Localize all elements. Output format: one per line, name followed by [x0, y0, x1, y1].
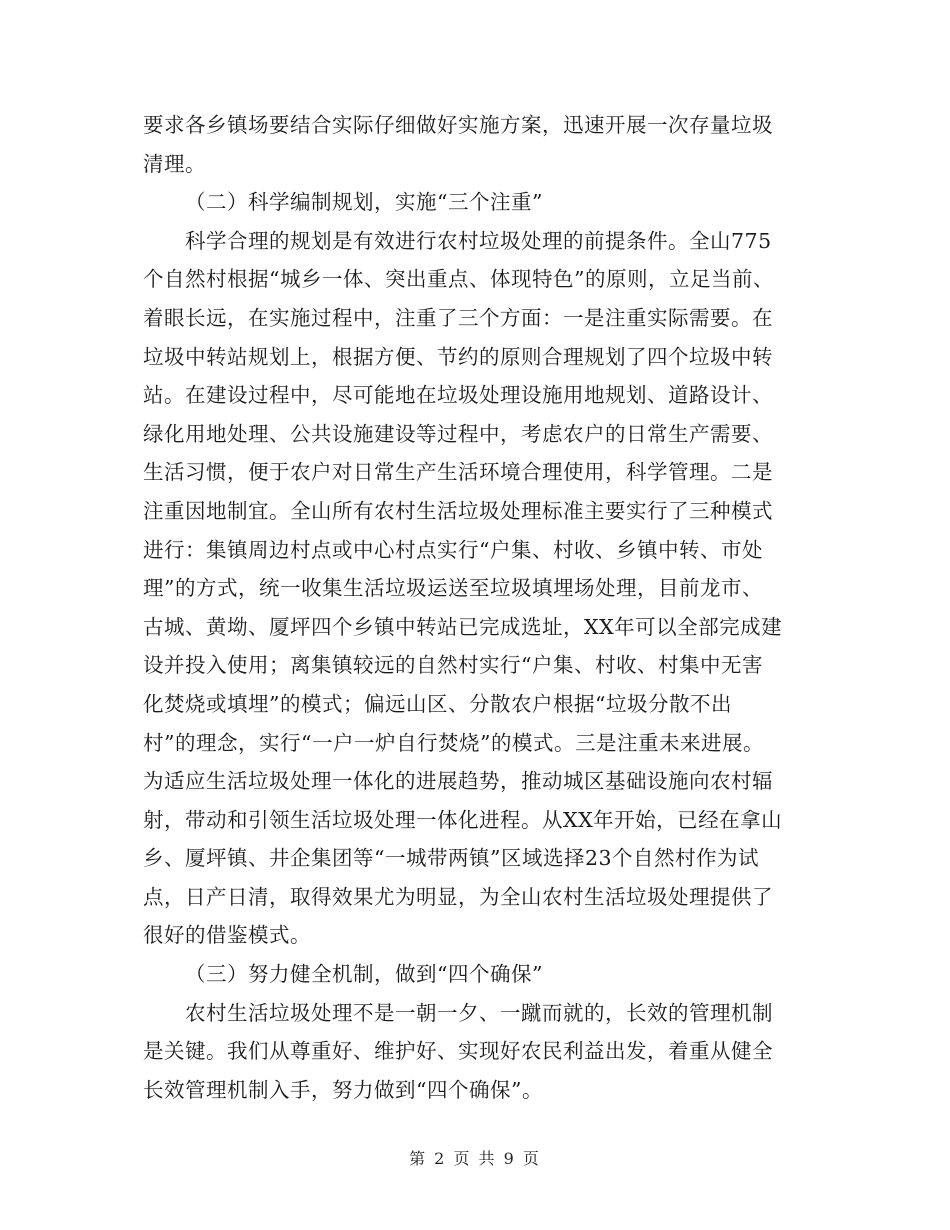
text-line: 设并投入使用；离集镇较远的自然村实行“户集、村收、村集中无害 — [143, 653, 763, 678]
text-line: 理”的方式，统一收集生活垃圾运送至垃圾填埋场处理，目前龙市、 — [143, 576, 763, 601]
text-line: 村”的理念，实行“一户一炉自行焚烧”的模式。三是注重未来进展。 — [143, 730, 764, 755]
text-line: 射，带动和引领生活垃圾处理一体化进程。从XX年开始，已经在拿山 — [143, 807, 783, 832]
text-line: 化焚烧或填埋”的模式；偏远山区、分散农户根据“垃圾分散不出 — [143, 691, 732, 716]
text-line: 要求各乡镇场要结合实际仔细做好实施方案，迅速开展一次存量垃圾 — [143, 113, 773, 137]
text-line: 注重因地制宜。全山所有农村生活垃圾处理标准主要实行了三种模式 — [143, 498, 773, 523]
text-line: 绿化用地处理、公共设施建设等过程中，考虑农户的日常生产需要、 — [143, 421, 773, 446]
text-line: 农村生活垃圾处理不是一朝一夕、一蹴而就的，长效的管理机制 — [185, 1000, 773, 1025]
text-line: 乡、厦坪镇、井企集团等“一城带两镇”区域选择23个自然村作为试 — [143, 846, 760, 871]
text-line: 清理。 — [143, 151, 206, 176]
document-body — [143, 106, 803, 1109]
text-line: 点，日产日清，取得效果尤为明显，为全山农村生活垃圾处理提供了 — [143, 884, 773, 909]
text-line: 垃圾中转站规划上，根据方便、节约的原则合理规划了四个垃圾中转 — [143, 344, 773, 369]
text-line: 着眼长远，在实施过程中，注重了三个方面：一是注重实际需要。在 — [143, 305, 773, 330]
page-number-footer: 第 2 页 共 9 页 — [409, 1149, 541, 1168]
text-line: 科学合理的规划是有效进行农村垃圾处理的前提条件。全山775 — [185, 228, 772, 253]
text-line: 长效管理机制入手，努力做到“四个确保”。 — [143, 1077, 543, 1102]
text-line: 个自然村根据“城乡一体、突出重点、体现特色”的原则，立足当前、 — [143, 267, 774, 292]
text-line: 生活习惯，便于农户对日常生产生活环境合理使用，科学管理。二是 — [143, 460, 773, 485]
text-line: 进行：集镇周边村点或中心村点实行“户集、村收、乡镇中转、市处 — [143, 537, 763, 562]
text-line: 古城、黄坳、厦坪四个乡镇中转站已完成选址，XX年可以全部完成建 — [143, 614, 783, 639]
text-line: 为适应生活垃圾处理一体化的进展趋势，推动城区基础设施向农村辐 — [143, 769, 773, 794]
text-line: 站。在建设过程中，尽可能地在垃圾处理设施用地规划、道路设计、 — [143, 383, 773, 408]
section-heading: （三）努力健全机制，做到“四个确保” — [185, 962, 543, 987]
text-line: 是关键。我们从尊重好、维护好、实现好农民利益出发，着重从健全 — [143, 1039, 773, 1064]
text-line: 很好的借鉴模式。 — [143, 923, 311, 948]
section-heading: （二）科学编制规划，实施“三个注重” — [185, 190, 543, 215]
